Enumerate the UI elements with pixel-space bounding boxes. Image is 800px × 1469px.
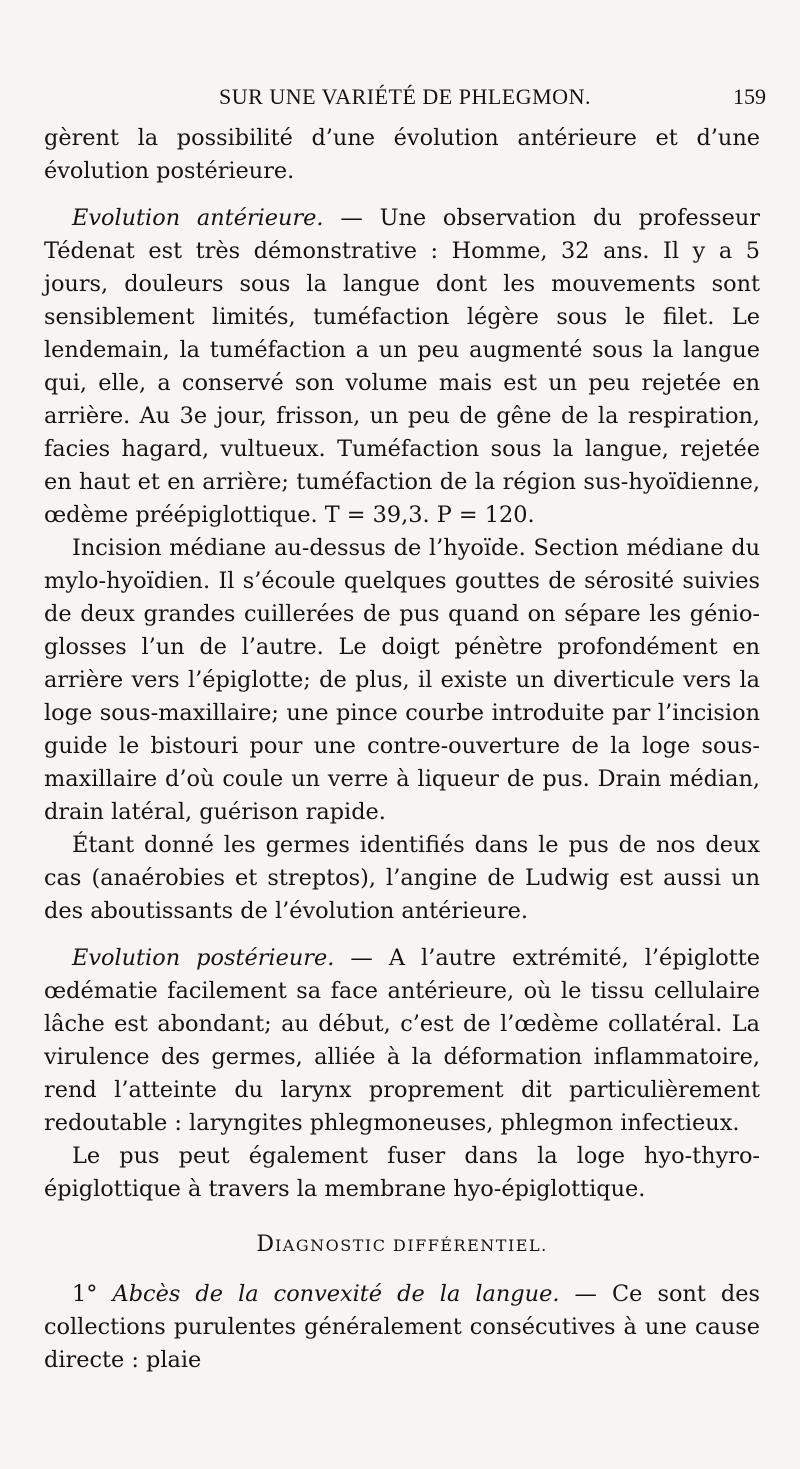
paragraph-continued: gèrent la possibilité d’une évolution antérieure et d’une évolution postérieure. bbox=[44, 125, 760, 184]
running-title: SUR UNE VARIÉTÉ DE PHLEGMON. bbox=[219, 84, 591, 109]
heading-posterior-evolution: Evolution postérieure. bbox=[72, 945, 335, 971]
paragraph-abscess-tongue bbox=[44, 1278, 760, 1377]
paragraph-anterior-text: — Une observation du professeur Tédenat est très démonstrative : Homme, 32 ans. Il y a 5 jours, douleurs sous la langue dont les mouvements sont sensiblement limités, tuméfaction légère sous le filet. Le lendemain, la tuméfaction a un peu augmenté sous la langue qui, elle, a conservé son volume mais est un peu rejetée en arrière. Au 3e jour, frisson, un peu de gêne de la respiration, facies hagard, vultueux. Tuméfaction sous la langue, rejetée en haut et en arrière; tuméfaction de la région sus-hyoïdienne, œdème préépiglottique. T = 39,3. P = 120. bbox=[44, 205, 761, 528]
paragraph-abscess-text: — Ce sont des collections purulentes généralement consécutives à une cause directe : plaie bbox=[44, 1281, 760, 1373]
section-heading-initial: D bbox=[256, 1232, 275, 1257]
page-header bbox=[44, 78, 766, 114]
list-number: 1° bbox=[72, 1281, 98, 1307]
paragraph-posterior-evolution bbox=[44, 942, 760, 1140]
page-number: 159 bbox=[733, 84, 766, 109]
heading-anterior-evolution: Evolution antérieure. bbox=[72, 205, 324, 231]
paragraph-anterior-evolution bbox=[44, 202, 760, 532]
body-text bbox=[44, 122, 760, 1377]
paragraph-pus-spread: Le pus peut également fuser dans la loge hyo-thyro-épiglottique à travers la membrane hyo-épiglottique. bbox=[44, 1143, 760, 1202]
heading-abscess-tongue: Abcès de la convexité de la langue. bbox=[112, 1281, 560, 1307]
section-heading-rest: IAGNOSTIC DIFFÉRENTIEL. bbox=[274, 1236, 548, 1255]
paragraph-germs: Étant donné les germes identifiés dans le pus de nos deux cas (anaérobies et streptos), l’angine de Ludwig est aussi un des aboutissants de l’évolution antérieure. bbox=[44, 832, 760, 924]
paragraph-posterior-text: — A l’autre extrémité, l’épiglotte œdématie facilement sa face antérieure, où le tissu cellulaire lâche est abondant; au début, c’est de l’œdème collatéral. La virulence des germes, alliée à la déformation inflammatoire, rend l’atteinte du larynx proprement dit particulièrement redoutable : laryngites phlegmoneuses, phlegmon infectieux. bbox=[44, 945, 760, 1136]
section-heading-diagnosis bbox=[44, 1228, 760, 1262]
paragraph-incision: Incision médiane au-dessus de l’hyoïde. Section médiane du mylo-hyoïdien. Il s’écoule quelques gouttes de sérosité suivies de deux grandes cuillerées de pus quand on sépare les génio-glosses l’un de l’autre. Le doigt pénètre profondément en arrière vers l’épiglotte; de plus, il existe un diverticule vers la loge sous-maxillaire; une pince courbe introduite par l’incision guide le bistouri pour une contre-ouverture de la loge sous-maxillaire d’où coule un verre à liqueur de pus. Drain médian, drain latéral, guérison rapide. bbox=[44, 535, 760, 825]
